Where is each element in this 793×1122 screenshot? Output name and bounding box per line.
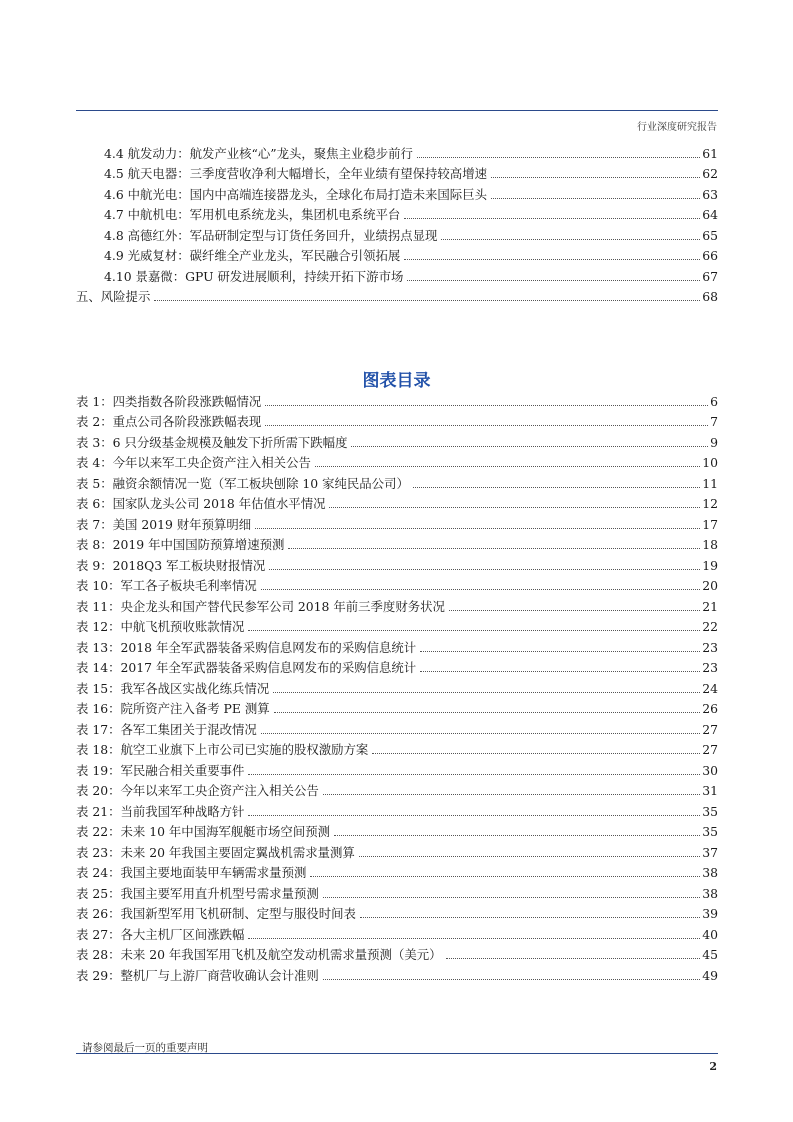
table-entry[interactable] [76, 593, 718, 614]
dot-leader [323, 979, 700, 980]
dot-leader [372, 753, 700, 754]
table-entry-label: 表 6：国家队龙头公司 2018 年估值水平情况 [76, 496, 326, 511]
toc-entry-page: 62 [702, 166, 718, 181]
dot-leader [310, 876, 700, 877]
dot-leader [446, 958, 701, 959]
table-entry-label: 表 23：未来 20 年我国主要固定翼战机需求量测算 [76, 844, 355, 860]
table-entry[interactable] [76, 429, 718, 450]
table-entry[interactable] [76, 552, 718, 573]
table-entry-page: 21 [702, 598, 718, 614]
table-entry-label: 表 11：央企龙头和国产替代民参军公司 2018 年前三季度财务状况 [76, 598, 445, 614]
table-entry[interactable] [76, 696, 718, 717]
table-entry-label: 表 8：2019 年中国国防预算增速预测 [76, 537, 285, 552]
dot-leader [261, 589, 700, 590]
dot-leader [334, 835, 700, 836]
dot-leader [248, 938, 700, 939]
table-entry-page: 38 [702, 865, 718, 880]
table-entry-label: 表 1：四类指数各阶段涨跌幅情况 [76, 393, 262, 409]
footer-rule [76, 1053, 718, 1054]
dot-leader [248, 630, 700, 631]
table-entry-page: 23 [702, 660, 718, 675]
dot-leader [359, 856, 700, 857]
table-entry-page: 45 [702, 947, 718, 962]
dot-leader [323, 897, 700, 898]
table-entry[interactable] [76, 757, 718, 778]
table-entry-page: 11 [702, 475, 718, 491]
dot-leader [407, 280, 700, 281]
table-entry-page: 39 [702, 906, 718, 921]
table-entry-label: 表 10：军工各子板块毛利率情况 [76, 578, 257, 593]
table-entry-label: 表 3：6 只分级基金规模及触发下折所需下跌幅度 [76, 434, 348, 450]
toc-entry[interactable] [76, 263, 718, 284]
dot-leader [329, 507, 700, 508]
table-entry-label: 表 12：中航飞机预收账款情况 [76, 619, 245, 634]
dot-leader [261, 733, 700, 734]
dot-leader [404, 259, 700, 260]
toc-entry-page: 68 [702, 289, 718, 304]
table-entry-page: 26 [702, 701, 718, 716]
table-entry-label: 表 17：各军工集团关于混改情况 [76, 721, 257, 737]
table-entry[interactable] [76, 921, 718, 942]
dot-leader [248, 774, 700, 775]
table-entry-page: 27 [702, 721, 718, 737]
table-entry-page: 37 [702, 844, 718, 860]
tables-list [76, 388, 718, 983]
table-entry-page: 49 [702, 967, 718, 983]
table-entry-page: 35 [702, 803, 718, 819]
table-entry[interactable] [76, 819, 718, 840]
dot-leader [265, 425, 708, 426]
table-entry-label: 表 16：院所资产注入备考 PE 测算 [76, 701, 270, 716]
table-entry[interactable] [76, 532, 718, 553]
toc-entry-label: 4.4 航发动力：航发产业核“心”龙头，聚焦主业稳步前行 [104, 145, 413, 161]
table-entry[interactable] [76, 491, 718, 512]
table-entry-label: 表 7：美国 2019 财年预算明细 [76, 516, 252, 532]
dot-leader [404, 218, 700, 219]
table-entry-page: 22 [702, 619, 718, 634]
toc-entry[interactable] [76, 243, 718, 264]
toc-entry[interactable] [76, 181, 718, 202]
table-entry-label: 表 29：整机厂与上游厂商营收确认会计准则 [76, 967, 319, 983]
table-entry[interactable] [76, 511, 718, 532]
dot-leader [323, 794, 700, 795]
toc-entry-page: 61 [702, 145, 718, 161]
table-entry-page: 38 [702, 885, 718, 901]
toc-entry[interactable] [76, 140, 718, 161]
table-entry[interactable] [76, 942, 718, 963]
table-entry-label: 表 2：重点公司各阶段涨跌幅表现 [76, 414, 262, 429]
table-entry-page: 18 [702, 537, 718, 552]
table-entry[interactable] [76, 737, 718, 758]
dot-leader [273, 692, 700, 693]
dot-leader [255, 528, 700, 529]
toc-entry-page: 63 [702, 186, 718, 202]
figures-title: 图表目录 [362, 371, 431, 391]
table-entry[interactable] [76, 573, 718, 594]
table-entry-page: 31 [702, 783, 718, 798]
toc-entry[interactable] [76, 284, 718, 305]
table-entry-page: 40 [702, 926, 718, 942]
table-entry[interactable] [76, 839, 718, 860]
toc-entry[interactable] [76, 161, 718, 182]
table-entry[interactable] [76, 409, 718, 430]
table-entry-label: 表 28：未来 20 年我国军用飞机及航空发动机需求量预测（美元） [76, 947, 442, 962]
table-entry[interactable] [76, 880, 718, 901]
table-entry-label: 表 18：航空工业旗下上市公司已实施的股权激励方案 [76, 742, 369, 757]
table-entry[interactable] [76, 675, 718, 696]
dot-leader [420, 651, 700, 652]
table-entry-page: 9 [710, 434, 718, 450]
contents-list [76, 140, 718, 304]
table-entry[interactable] [76, 388, 718, 409]
table-entry[interactable] [76, 655, 718, 676]
table-entry-label: 表 24：我国主要地面装甲车辆需求量预测 [76, 865, 307, 880]
table-entry-label: 表 26：我国新型军用飞机研制、定型与服役时间表 [76, 906, 356, 921]
table-entry-label: 表 27：各大主机厂区间涨跌幅 [76, 926, 245, 942]
report-type-label: 行业深度研究报告 [637, 122, 717, 133]
dot-leader [360, 917, 700, 918]
table-entry-page: 27 [702, 742, 718, 757]
dot-leader [274, 712, 701, 713]
table-entry-label: 表 19：军民融合相关重要事件 [76, 762, 245, 778]
table-entry-label: 表 4：今年以来军工央企资产注入相关公告 [76, 455, 311, 470]
header-rule [76, 110, 718, 111]
toc-entry-page: 65 [702, 227, 718, 243]
toc-entry[interactable] [76, 222, 718, 243]
dot-leader [449, 610, 700, 611]
toc-entry-page: 66 [702, 248, 718, 263]
table-entry[interactable] [76, 450, 718, 471]
toc-entry-label: 4.6 中航光电：国内中高端连接器龙头，全球化布局打造未来国际巨头 [104, 186, 487, 202]
table-entry-label: 表 22：未来 10 年中国海军舰艇市场空间预测 [76, 824, 330, 839]
toc-entry-label: 4.10 景嘉微：GPU 研发进展顺利，持续开拓下游市场 [104, 268, 404, 284]
toc-entry-label: 4.7 中航机电：军用机电系统龙头，集团机电系统平台 [104, 207, 401, 222]
dot-leader [315, 466, 700, 467]
table-entry-page: 23 [702, 639, 718, 655]
table-entry-label: 表 25：我国主要军用直升机型号需求量预测 [76, 885, 319, 901]
table-entry-page: 17 [702, 516, 718, 532]
table-entry[interactable] [76, 962, 718, 983]
dot-leader [351, 446, 708, 447]
page-number: 2 [709, 1060, 717, 1073]
table-entry[interactable] [76, 778, 718, 799]
toc-entry-label: 五、风险提示 [76, 289, 151, 304]
dot-leader [269, 569, 700, 570]
toc-entry-label: 4.9 光威复材：碳纤维全产业龙头，军民融合引领拓展 [104, 248, 401, 263]
dot-leader [417, 157, 700, 158]
disclaimer-note: 请参阅最后一页的重要声明 [82, 1042, 208, 1054]
dot-leader [491, 198, 700, 199]
dot-leader [288, 548, 700, 549]
table-entry-page: 20 [702, 578, 718, 593]
table-entry-page: 30 [702, 762, 718, 778]
table-entry-page: 7 [710, 414, 718, 429]
table-entry[interactable] [76, 798, 718, 819]
dot-leader [420, 671, 700, 672]
toc-entry-page: 64 [702, 207, 718, 222]
toc-entry-label: 4.5 航天电器：三季度营收净利大幅增长，全年业绩有望保持较高增速 [104, 166, 487, 181]
table-entry-page: 10 [702, 455, 718, 470]
table-entry[interactable] [76, 716, 718, 737]
table-entry-page: 24 [702, 680, 718, 696]
table-entry[interactable] [76, 901, 718, 922]
dot-leader [265, 405, 708, 406]
dot-leader [248, 815, 700, 816]
table-entry[interactable] [76, 614, 718, 635]
toc-entry[interactable] [76, 202, 718, 223]
table-entry[interactable] [76, 470, 718, 491]
dot-leader [154, 300, 700, 301]
table-entry-label: 表 21：当前我国军种战略方针 [76, 803, 245, 819]
dot-leader [491, 177, 700, 178]
table-entry-label: 表 13：2018 年全军武器装备采购信息网发布的采购信息统计 [76, 639, 417, 655]
table-entry-page: 12 [702, 496, 718, 511]
table-entry-page: 35 [702, 824, 718, 839]
dot-leader [441, 239, 700, 240]
dot-leader [413, 487, 700, 488]
toc-entry-page: 67 [702, 268, 718, 284]
toc-entry-label: 4.8 高德红外：军品研制定型与订货任务回升，业绩拐点显现 [104, 227, 438, 243]
table-entry[interactable] [76, 634, 718, 655]
table-entry-label: 表 5：融资余额情况一览（军工板块刨除 10 家纯民品公司） [76, 475, 409, 491]
table-entry[interactable] [76, 860, 718, 881]
table-entry-label: 表 15：我军各战区实战化练兵情况 [76, 680, 270, 696]
table-entry-label: 表 20：今年以来军工央企资产注入相关公告 [76, 783, 319, 798]
table-entry-page: 6 [710, 393, 718, 409]
table-entry-label: 表 14：2017 年全军武器装备采购信息网发布的采购信息统计 [76, 660, 417, 675]
table-entry-label: 表 9：2018Q3 军工板块财报情况 [76, 557, 266, 573]
table-entry-page: 19 [702, 557, 718, 573]
